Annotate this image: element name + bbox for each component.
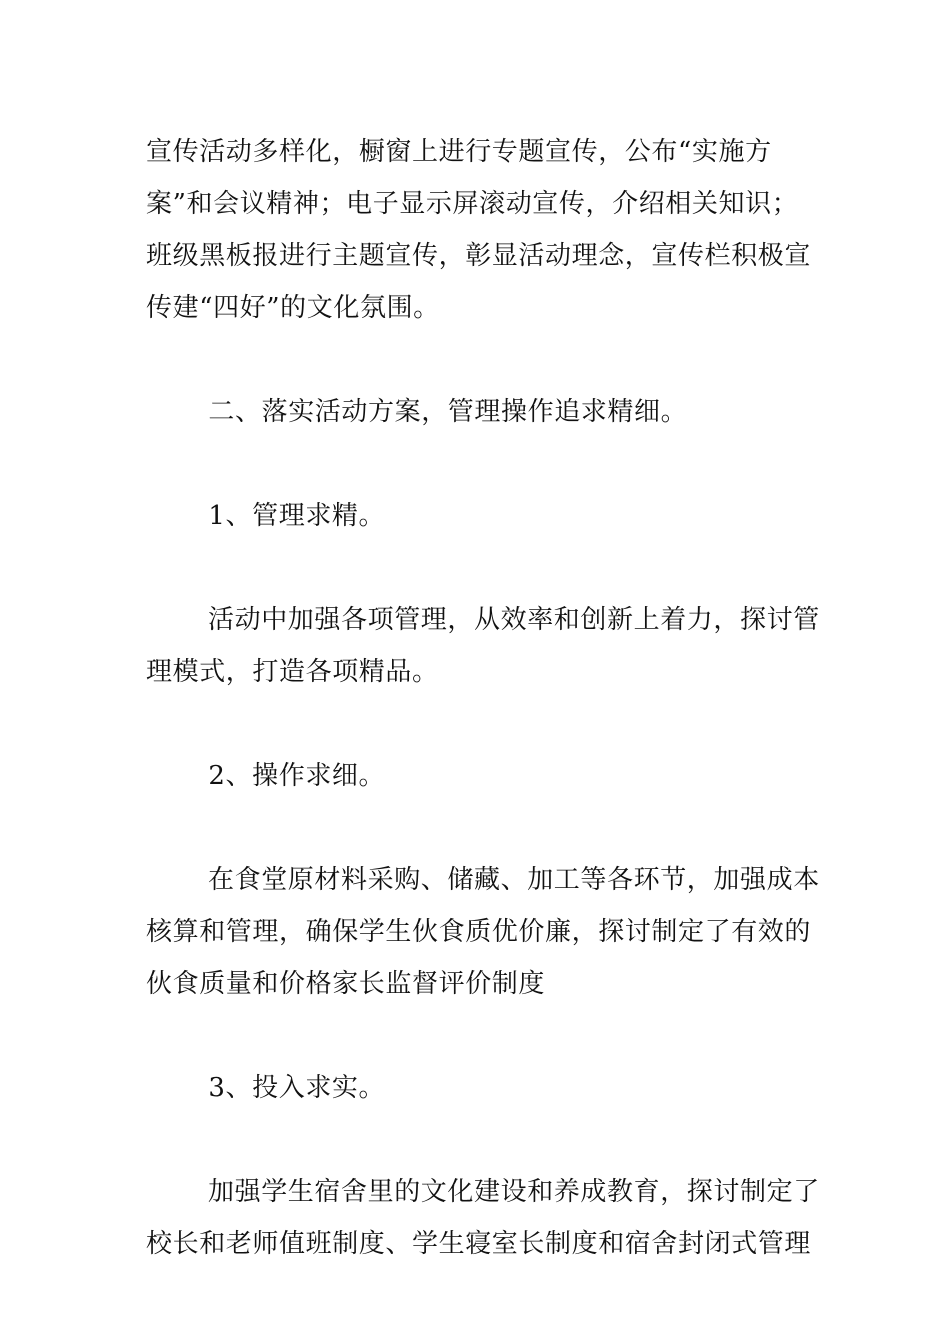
paragraph-publicity — [146, 126, 812, 334]
document-body — [146, 126, 820, 1270]
text-line: 伙食质量和价格家长监督评价制度 — [146, 969, 546, 999]
text-line: 核算和管理，确保学生伙食质优价廉，探讨制定了有效的 — [146, 917, 812, 947]
text-line: 理模式，打造各项精品。 — [146, 657, 439, 687]
text-line: 加强学生宿舍里的文化建设和养成教育，探讨制定了 — [208, 1177, 820, 1207]
text-line: 二、落实活动方案，管理操作追求精细。 — [208, 397, 688, 427]
section-heading-2 — [146, 386, 808, 438]
subheading-2 — [146, 750, 808, 802]
text-line: 3、投入求实。 — [208, 1073, 386, 1103]
text-line: 活动中加强各项管理，从效率和创新上着力，探讨管 — [208, 605, 820, 635]
subheading-3 — [146, 1062, 808, 1114]
text-line: 班级黑板报进行主题宣传，彰显活动理念，宣传栏积极宣 — [146, 241, 812, 271]
text-line: 案”和会议精神；电子显示屏滚动宣传，介绍相关知识； — [146, 189, 799, 219]
text-line: 宣传活动多样化，橱窗上进行专题宣传，公布“实施方 — [146, 137, 772, 167]
paragraph-management — [146, 594, 820, 698]
paragraph-dormitory — [146, 1166, 820, 1270]
text-line: 2、操作求细。 — [208, 761, 386, 791]
text-line: 传建“四好”的文化氛围。 — [146, 293, 440, 323]
text-line: 在食堂原材料采购、储藏、加工等各环节，加强成本 — [208, 865, 820, 895]
text-line: 校长和老师值班制度、学生寝室长制度和宿舍封闭式管理 — [146, 1229, 812, 1259]
text-line: 1、管理求精。 — [208, 501, 386, 531]
paragraph-canteen — [146, 854, 820, 1010]
subheading-1 — [146, 490, 808, 542]
